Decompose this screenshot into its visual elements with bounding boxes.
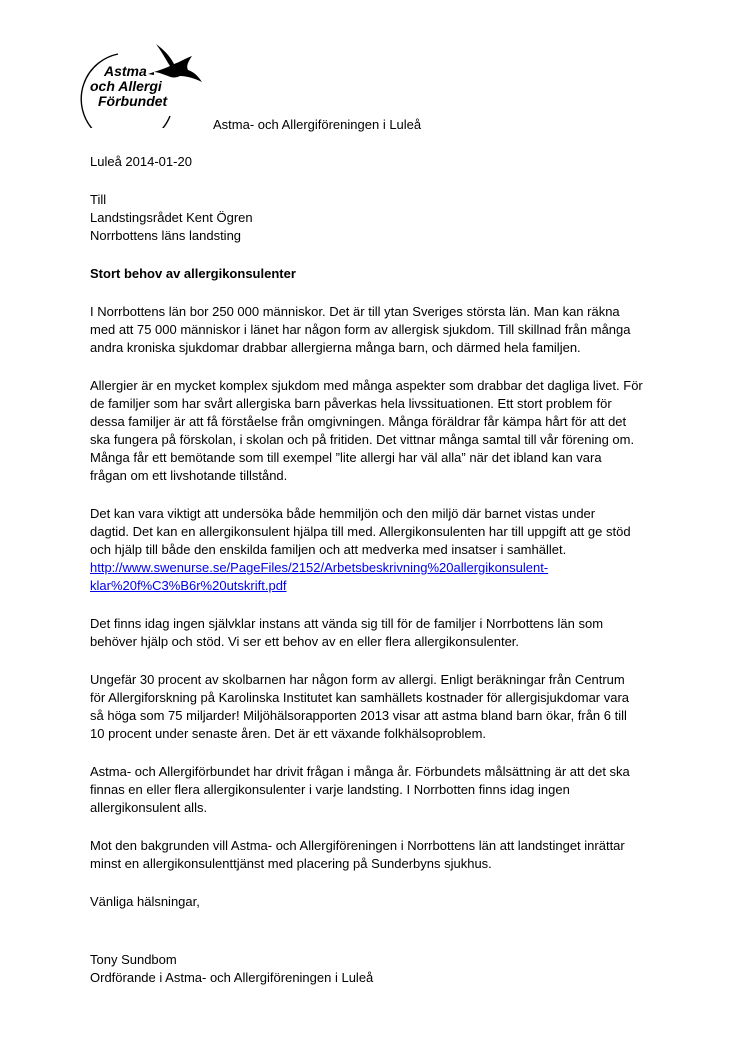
logo-text-line1: Astma [104,63,147,79]
paragraph-2 [90,377,670,485]
paragraph-line: allergikonsulent alls. [90,800,208,815]
paragraph-line: med att 75 000 människor i länet har någon form av allergisk sjukdom. Till skillnad från många [90,322,631,337]
job-description-link-continued[interactable]: klar%20f%C3%B6r%20utskrift.pdf [90,578,287,593]
paragraph-line: Det finns idag ingen självklar instans att vända sig till för de familjer i Norrbottens län som [90,616,604,631]
signature-block [90,951,670,987]
job-description-link[interactable]: http://www.swenurse.se/PageFiles/2152/Arbetsbeskrivning%20allergikonsulent- [90,560,549,575]
paragraph-line: Det kan vara viktigt att undersöka både hemmiljön och den miljö där barnet vistas under [90,506,596,521]
letter-closing: Vänliga hälsningar, [90,894,200,909]
paragraph-5 [90,671,670,743]
paragraph-line: Mot den bakgrunden vill Astma- och Allergiföreningen i Norrbottens län att landstinget inrättar [90,838,625,853]
organization-logo [70,32,210,128]
paragraph-line: Astma- och Allergiförbundet har drivit frågan i många år. Förbundets målsättning är att det ska [90,764,630,779]
paragraph-line: frågan om ett livshotande tillstånd. [90,468,288,483]
paragraph-line: 10 procent under senaste åren. Det är ett växande folkhälsoproblem. [90,726,487,741]
letter-subject: Stort behov av allergikonsulenter [90,266,296,281]
paragraph-line: Ungefär 30 procent av skolbarnen har någon form av allergi. Enligt beräkningar från Centrum [90,672,625,687]
paragraph-7 [90,837,670,873]
paragraph-line: och hjälp till både den enskilda familjen och att medverka med insatser i samhället. [90,542,567,557]
paragraph-line: så höga som 75 miljarder! Miljöhälsorapporten 2013 visar att astma bland barn ökar, från 6 till [90,708,627,723]
recipient-org: Norrbottens läns landsting [90,228,242,243]
logo-text-line2: och Allergi [90,78,162,94]
paragraph-line: I Norrbottens län bor 250 000 människor. Det är till ytan Sveriges största län. Man kan räkna [90,304,620,319]
paragraph-line: ska fungera på förskolan, i skolan och på fritiden. Det vittnar många samtal till vår förening om. [90,432,635,447]
logo-text-line3: Förbundet [98,93,168,109]
recipient-to: Till [90,192,107,207]
paragraph-line: dessa familjer är att få förståelse från omgivningen. Många föräldrar får kämpa hårt för att det [90,414,627,429]
paragraph-6 [90,763,670,817]
bird-in-circle-icon [70,32,210,128]
paragraph-line: de familjer som har svårt allergiska barn påverkas hela livssituationen. Ett stort problem för [90,396,612,411]
paragraph-1 [90,303,670,357]
paragraph-line: Allergier är en mycket komplex sjukdom med många aspekter som drabbar det dagliga livet. För [90,378,643,393]
paragraph-line: andra kroniska sjukdomar drabbar allergierna många barn, och därmed hela familjen. [90,340,581,355]
paragraph-line: dagtid. Det kan en allergikonsulent hjälpa till med. Allergikonsulenten har till uppgift att ge stöd [90,524,631,539]
paragraph-line: Många får ett bemötande som till exempel ”lite allergi har väl alla” när det ibland kan vara [90,450,602,465]
letter-date: Luleå 2014-01-20 [90,154,192,169]
paragraph-line: behöver hjälp och stöd. Vi ser ett behov av en eller flera allergikonsulenter. [90,634,520,649]
paragraph-line: minst en allergikonsulenttjänst med placering på Sunderbyns sjukhus. [90,856,492,871]
signature-name: Tony Sundbom [90,952,177,967]
recipient-block [90,191,670,245]
paragraph-4 [90,615,670,651]
signature-title: Ordförande i Astma- och Allergiföreningen i Luleå [90,970,374,985]
sender-organization: Astma- och Allergiföreningen i Luleå [213,117,422,132]
recipient-name: Landstingsrådet Kent Ögren [90,210,253,225]
paragraph-line: för Allergiforskning på Karolinska Institutet kan samhällets kostnader för allergisjukdomar vara [90,690,630,705]
paragraph-3 [90,505,670,595]
paragraph-line: finnas en eller flera allergikonsulenter i varje landsting. I Norrbotten finns idag ingen [90,782,570,797]
letter-body [90,153,670,987]
